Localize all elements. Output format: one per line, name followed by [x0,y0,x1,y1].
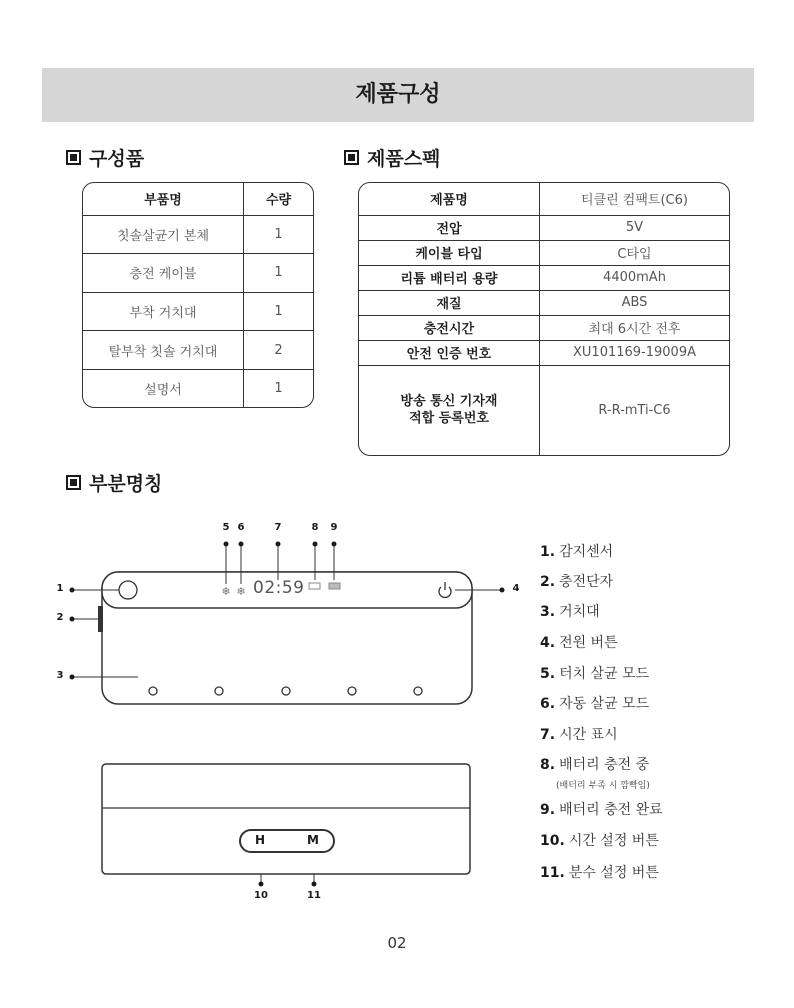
legend-num: 11. [540,865,565,881]
callout-dot [312,882,317,887]
callout-label-2: 2 [56,612,64,623]
legend-label: 시간 설정 버튼 [568,833,659,849]
table-row [359,365,729,455]
legend-label: 시간 표시 [559,727,618,743]
spec-label-cell: 리튬 배터리 용량 [359,265,540,290]
legend-item [540,541,613,561]
legend-item [540,799,663,819]
legend-num: 6. [540,696,556,712]
table-row [359,340,729,365]
spec-value-cell: 최대 6시간 전후 [540,315,730,340]
table-row [359,183,729,215]
legend-label: 충전단자 [559,574,614,590]
charging-port [98,606,103,632]
part-name-cell: 충전 케이블 [83,254,244,293]
legend-item [540,632,618,652]
components-table-header [83,183,313,215]
spec-table [358,182,730,456]
spec-value-cell: 4400mAh [540,265,730,290]
legend-label: 분수 설정 버튼 [568,865,659,881]
callout-dot [276,542,281,547]
table-row [359,265,729,290]
page-title: 제품구성 [355,82,441,107]
callout-dot [500,588,505,593]
spec-label-cell: 제품명 [359,183,540,215]
spec-value-cell: 티클린 컴팩트(C6) [540,183,730,215]
quantity-cell: 1 [244,369,314,407]
callout-label-8: 8 [311,522,319,533]
legend-item [540,601,600,621]
legend-label: 거치대 [559,604,600,620]
callout-label-3: 3 [56,670,64,681]
spec-value-cell: ABS [540,290,730,315]
components-heading-text: 구성품 [89,148,145,170]
components-heading [66,146,144,172]
legend-label: 자동 살균 모드 [559,696,650,712]
auto-mode-icon: ❄ [236,585,246,598]
spec-value-cell: C타입 [540,240,730,265]
callout-label-4: 4 [512,583,520,594]
table-row [83,292,313,331]
callout-label-10: 10 [254,890,268,901]
legend-item [540,693,649,713]
hour-button[interactable]: H [255,833,266,847]
parts-heading-text: 부분명칭 [89,473,163,495]
callout-label-1: 1 [56,583,64,594]
callout-label-5: 5 [222,522,230,533]
callout-label-6: 6 [237,522,245,533]
legend-label: 감지센서 [559,544,614,560]
quantity-cell: 1 [244,215,314,254]
callout-dot [70,588,75,593]
holder-hole [282,687,290,695]
callout-label-9: 9 [330,522,338,533]
callout-dot [259,882,264,887]
battery-full-icon [329,583,340,589]
legend-label: 터치 살균 모드 [559,666,650,682]
callout-dot [70,675,75,680]
callout-dot [70,617,75,622]
holder-hole [348,687,356,695]
table-row [359,315,729,340]
legend-item [540,724,618,744]
table-row [359,240,729,265]
quantity-cell: 1 [244,292,314,331]
legend-label: 배터리 충전 중 [559,757,650,773]
legend-num: 8. [540,757,556,773]
quantity-cell: 1 [244,254,314,293]
spec-label-cell [359,365,540,455]
spec-value-cell: XU101169-19009A [540,340,730,365]
table-row [83,254,313,293]
part-name-cell: 칫솔살균기 본체 [83,215,244,254]
quantity-cell: 2 [244,331,314,370]
legend-num: 9. [540,802,556,818]
spec-label-cell: 케이블 타입 [359,240,540,265]
square-bullet-icon [66,475,81,490]
device-bottom-body [102,764,470,874]
callout-dot [332,542,337,547]
spec-value-cell: 5V [540,215,730,240]
legend-item [540,862,659,882]
header-part-name: 부품명 [83,183,244,215]
page-number: 02 [387,934,407,952]
device-diagram [0,510,540,920]
legend-item [540,830,659,850]
minute-button[interactable]: M [307,833,319,847]
callout-dot [239,542,244,547]
components-table [82,182,314,408]
holder-hole [215,687,223,695]
table-row [359,290,729,315]
table-row [83,215,313,254]
legend-num: 2. [540,574,556,590]
spec-label-cell: 충전시간 [359,315,540,340]
spec-label-cell: 전압 [359,215,540,240]
parts-heading [66,471,162,497]
legend-num: 5. [540,666,556,682]
legend-label: 배터리 충전 완료 [559,802,663,818]
callout-dot [224,542,229,547]
square-bullet-icon [344,150,359,165]
table-row [83,369,313,407]
callout-label-7: 7 [274,522,282,533]
square-bullet-icon [66,150,81,165]
spec-label-cell: 안전 인증 번호 [359,340,540,365]
legend-num: 4. [540,635,556,651]
legend-num: 1. [540,544,556,560]
spec-label-cell: 재질 [359,290,540,315]
legend-num: 10. [540,833,565,849]
title-bar [42,68,754,122]
legend-label: 전원 버튼 [559,635,618,651]
legend-item [540,571,613,591]
holder-hole [149,687,157,695]
part-name-cell: 설명서 [144,382,182,398]
legend-item [540,663,649,683]
specs-heading-text: 제품스펙 [367,148,441,170]
spec-label-line: 방송 통신 기자재 [400,394,498,410]
table-row [359,215,729,240]
table-row [83,331,313,370]
legend-num: 3. [540,604,556,620]
sensor-circle [119,581,137,599]
specs-heading [344,146,440,172]
callout-label-11: 11 [307,890,321,901]
header-quantity: 수량 [244,183,314,215]
touch-mode-icon: ❄ [221,585,231,598]
legend-num: 7. [540,727,556,743]
legend-item [540,754,649,774]
part-name-cell: 부착 거치대 [83,292,244,331]
time-display: 02:59 [253,578,305,598]
legend-item8-note: (배터리 부족 시 깜빡임) [556,781,650,791]
spec-value-cell: R-R-mTi-C6 [540,365,730,455]
callout-dot [313,542,318,547]
part-name-cell: 탈부착 칫솔 거치대 [83,331,244,370]
spec-label-line: 적합 등록번호 [409,411,489,427]
holder-hole [414,687,422,695]
